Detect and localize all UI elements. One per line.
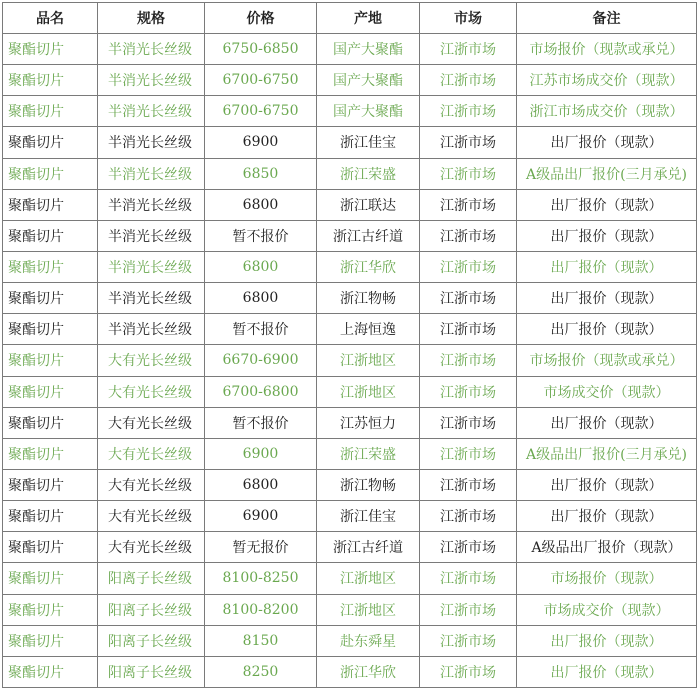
table-row	[3, 625, 697, 656]
cell-note: 市场成交价（现款）	[517, 594, 697, 625]
cell-note: 出厂报价（现款）	[517, 407, 697, 438]
cell-origin: 江浙地区	[317, 376, 420, 407]
cell-product-name: 聚酯切片	[3, 158, 98, 189]
header-market: 市场	[420, 3, 517, 34]
table-row	[3, 594, 697, 625]
cell-product-name: 聚酯切片	[3, 127, 98, 158]
cell-price: 6800	[205, 189, 317, 220]
cell-price: 6700-6800	[205, 376, 317, 407]
cell-spec: 半消光长丝级	[98, 314, 205, 345]
cell-price: 暂不报价	[205, 220, 317, 251]
cell-product-name: 聚酯切片	[3, 65, 98, 96]
cell-price: 6670-6900	[205, 345, 317, 376]
cell-spec: 大有光长丝级	[98, 532, 205, 563]
cell-note: 市场成交价（现款）	[517, 376, 697, 407]
cell-spec: 大有光长丝级	[98, 501, 205, 532]
cell-spec: 半消光长丝级	[98, 158, 205, 189]
cell-market: 江浙市场	[420, 220, 517, 251]
cell-note: A级品出厂报价(三月承兑)	[517, 438, 697, 469]
table-body	[3, 34, 697, 688]
cell-spec: 阳离子长丝级	[98, 656, 205, 687]
table-row	[3, 220, 697, 251]
cell-price: 8100-8200	[205, 594, 317, 625]
cell-product-name: 聚酯切片	[3, 407, 98, 438]
cell-price: 6800	[205, 251, 317, 282]
cell-origin: 浙江物畅	[317, 469, 420, 500]
cell-origin: 国产大聚酯	[317, 65, 420, 96]
cell-origin: 浙江联达	[317, 189, 420, 220]
cell-spec: 大有光长丝级	[98, 438, 205, 469]
cell-product-name: 聚酯切片	[3, 189, 98, 220]
cell-market: 江浙市场	[420, 96, 517, 127]
cell-note: 出厂报价（现款）	[517, 127, 697, 158]
cell-note: 江苏市场成交价（现款）	[517, 65, 697, 96]
cell-origin: 浙江华欣	[317, 656, 420, 687]
cell-note: 出厂报价（现款）	[517, 283, 697, 314]
cell-origin: 浙江荣盛	[317, 438, 420, 469]
cell-note: 出厂报价（现款）	[517, 220, 697, 251]
cell-product-name: 聚酯切片	[3, 594, 98, 625]
cell-spec: 阳离子长丝级	[98, 625, 205, 656]
table-row	[3, 251, 697, 282]
cell-spec: 半消光长丝级	[98, 127, 205, 158]
table-row	[3, 563, 697, 594]
cell-market: 江浙市场	[420, 501, 517, 532]
cell-product-name: 聚酯切片	[3, 438, 98, 469]
cell-price: 6850	[205, 158, 317, 189]
cell-origin: 江浙地区	[317, 563, 420, 594]
cell-product-name: 聚酯切片	[3, 563, 98, 594]
cell-market: 江浙市场	[420, 314, 517, 345]
header-note: 备注	[517, 3, 697, 34]
cell-origin: 浙江古纤道	[317, 532, 420, 563]
cell-origin: 浙江古纤道	[317, 220, 420, 251]
cell-market: 江浙市场	[420, 407, 517, 438]
cell-origin: 浙江华欣	[317, 251, 420, 282]
cell-note: 出厂报价（现款）	[517, 189, 697, 220]
cell-price: 8100-8250	[205, 563, 317, 594]
cell-origin: 赴东舜星	[317, 625, 420, 656]
cell-origin: 浙江物畅	[317, 283, 420, 314]
table-header-row	[3, 3, 697, 34]
cell-product-name: 聚酯切片	[3, 251, 98, 282]
cell-market: 江浙市场	[420, 127, 517, 158]
cell-market: 江浙市场	[420, 376, 517, 407]
table-row	[3, 532, 697, 563]
cell-note: 出厂报价（现款）	[517, 656, 697, 687]
table-row	[3, 376, 697, 407]
table-row	[3, 656, 697, 687]
cell-price: 6700-6750	[205, 65, 317, 96]
cell-market: 江浙市场	[420, 532, 517, 563]
cell-price: 6700-6750	[205, 96, 317, 127]
cell-market: 江浙市场	[420, 594, 517, 625]
cell-note: A级品出厂报价（现款）	[517, 532, 697, 563]
cell-product-name: 聚酯切片	[3, 345, 98, 376]
cell-spec: 大有光长丝级	[98, 376, 205, 407]
cell-origin: 江苏恒力	[317, 407, 420, 438]
cell-spec: 半消光长丝级	[98, 220, 205, 251]
header-product-name: 品名	[3, 3, 98, 34]
cell-product-name: 聚酯切片	[3, 314, 98, 345]
cell-product-name: 聚酯切片	[3, 532, 98, 563]
cell-spec: 半消光长丝级	[98, 283, 205, 314]
cell-spec: 半消光长丝级	[98, 34, 205, 65]
cell-product-name: 聚酯切片	[3, 220, 98, 251]
table-row	[3, 314, 697, 345]
cell-spec: 大有光长丝级	[98, 345, 205, 376]
cell-spec: 阳离子长丝级	[98, 594, 205, 625]
cell-product-name: 聚酯切片	[3, 625, 98, 656]
table-row	[3, 127, 697, 158]
cell-note: A级品出厂报价(三月承兑)	[517, 158, 697, 189]
cell-market: 江浙市场	[420, 189, 517, 220]
cell-spec: 半消光长丝级	[98, 65, 205, 96]
cell-origin: 国产大聚酯	[317, 96, 420, 127]
cell-market: 江浙市场	[420, 345, 517, 376]
cell-price: 6750-6850	[205, 34, 317, 65]
cell-market: 江浙市场	[420, 656, 517, 687]
cell-origin: 浙江佳宝	[317, 127, 420, 158]
cell-origin: 江浙地区	[317, 345, 420, 376]
cell-origin: 浙江荣盛	[317, 158, 420, 189]
cell-note: 市场报价（现款或承兑）	[517, 345, 697, 376]
table-row	[3, 469, 697, 500]
cell-product-name: 聚酯切片	[3, 283, 98, 314]
cell-market: 江浙市场	[420, 34, 517, 65]
cell-note: 出厂报价（现款）	[517, 469, 697, 500]
cell-note: 出厂报价（现款）	[517, 501, 697, 532]
table-row	[3, 407, 697, 438]
header-price: 价格	[205, 3, 317, 34]
price-table	[2, 2, 697, 688]
cell-price: 8250	[205, 656, 317, 687]
cell-note: 浙江市场成交价（现款）	[517, 96, 697, 127]
cell-spec: 大有光长丝级	[98, 407, 205, 438]
cell-market: 江浙市场	[420, 563, 517, 594]
table-row	[3, 96, 697, 127]
cell-product-name: 聚酯切片	[3, 96, 98, 127]
cell-origin: 浙江佳宝	[317, 501, 420, 532]
table-row	[3, 501, 697, 532]
cell-price: 6800	[205, 283, 317, 314]
cell-origin: 国产大聚酯	[317, 34, 420, 65]
cell-market: 江浙市场	[420, 469, 517, 500]
cell-note: 市场报价（现款）	[517, 563, 697, 594]
cell-product-name: 聚酯切片	[3, 376, 98, 407]
cell-price: 暂不报价	[205, 407, 317, 438]
cell-market: 江浙市场	[420, 65, 517, 96]
cell-market: 江浙市场	[420, 158, 517, 189]
cell-origin: 上海恒逸	[317, 314, 420, 345]
cell-origin: 江浙地区	[317, 594, 420, 625]
cell-product-name: 聚酯切片	[3, 469, 98, 500]
table-row	[3, 345, 697, 376]
cell-note: 出厂报价（现款）	[517, 314, 697, 345]
cell-product-name: 聚酯切片	[3, 34, 98, 65]
cell-note: 市场报价（现款或承兑）	[517, 34, 697, 65]
cell-market: 江浙市场	[420, 625, 517, 656]
table-row	[3, 189, 697, 220]
cell-product-name: 聚酯切片	[3, 656, 98, 687]
table-row	[3, 158, 697, 189]
cell-spec: 阳离子长丝级	[98, 563, 205, 594]
cell-spec: 大有光长丝级	[98, 469, 205, 500]
cell-price: 暂不报价	[205, 314, 317, 345]
cell-spec: 半消光长丝级	[98, 251, 205, 282]
cell-market: 江浙市场	[420, 438, 517, 469]
cell-price: 6900	[205, 438, 317, 469]
cell-price: 6900	[205, 501, 317, 532]
header-spec: 规格	[98, 3, 205, 34]
cell-market: 江浙市场	[420, 283, 517, 314]
cell-note: 出厂报价（现款）	[517, 625, 697, 656]
cell-price: 8150	[205, 625, 317, 656]
table-row	[3, 65, 697, 96]
cell-spec: 半消光长丝级	[98, 189, 205, 220]
table-row	[3, 283, 697, 314]
cell-market: 江浙市场	[420, 251, 517, 282]
table-row	[3, 34, 697, 65]
cell-price: 暂无报价	[205, 532, 317, 563]
cell-price: 6800	[205, 469, 317, 500]
cell-note: 出厂报价（现款）	[517, 251, 697, 282]
cell-price: 6900	[205, 127, 317, 158]
table-row	[3, 438, 697, 469]
cell-product-name: 聚酯切片	[3, 501, 98, 532]
cell-spec: 半消光长丝级	[98, 96, 205, 127]
header-origin: 产地	[317, 3, 420, 34]
